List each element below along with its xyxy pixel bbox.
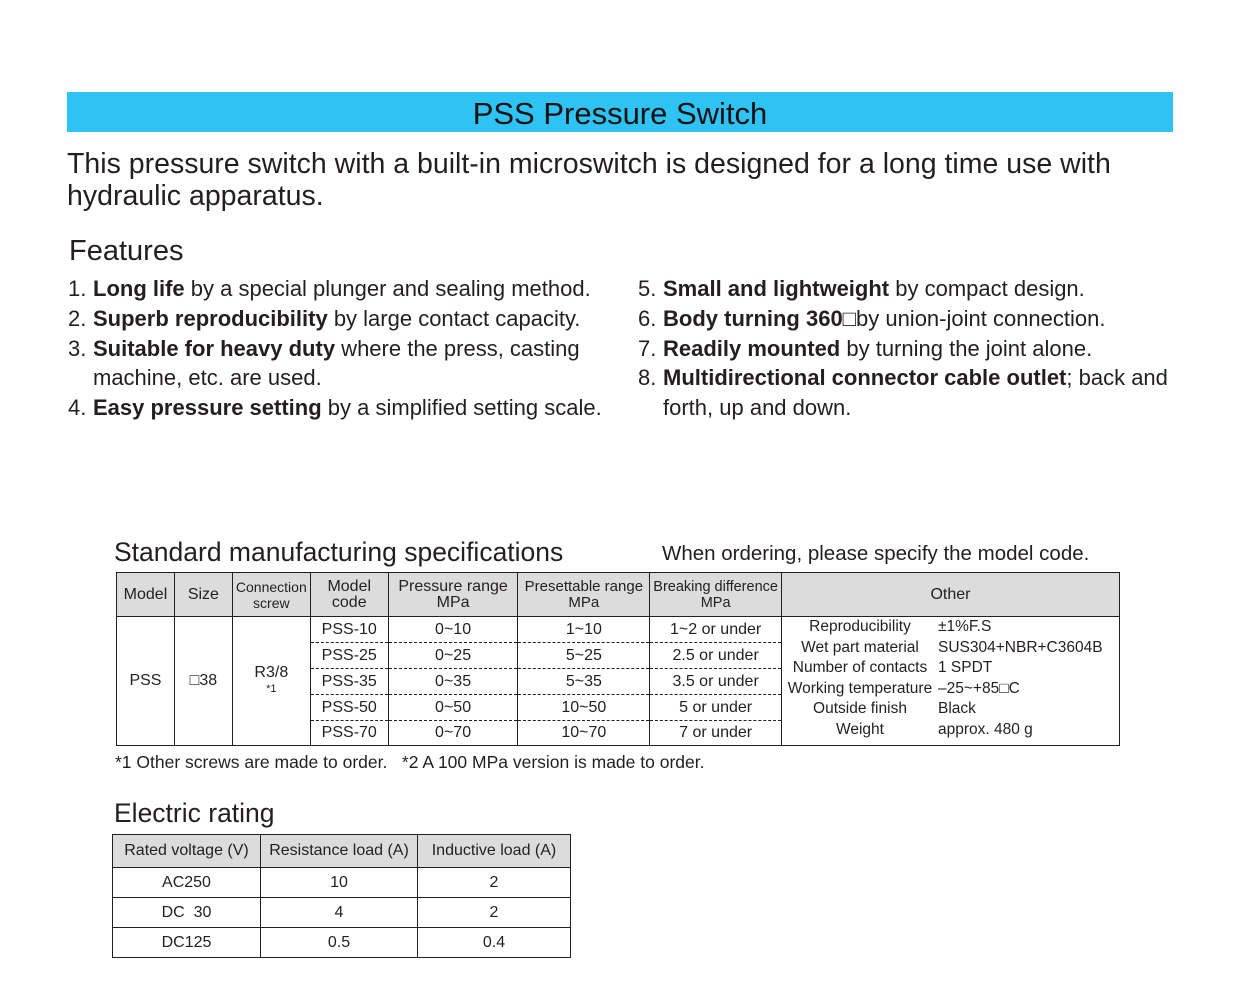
model-code: PSS-35 xyxy=(310,669,388,695)
other-row: Working temperature –25~+85□C xyxy=(787,679,1020,697)
intro-text: This pressure switch with a built-in microswitch is designed for a long time use with hydraulic apparatus. xyxy=(67,148,1111,212)
pressure-range: 0~70 xyxy=(388,721,518,746)
presettable-range: 1~10 xyxy=(518,617,650,643)
electric-heading: Electric rating xyxy=(114,798,275,828)
title-bar xyxy=(67,92,1173,132)
col-size: Size xyxy=(174,573,232,617)
rated-voltage: AC250 xyxy=(113,868,261,898)
feature-item: 7. Readily mounted by turning the joint alone. xyxy=(638,335,1093,361)
spec-table xyxy=(116,572,1120,746)
presettable-range: 5~25 xyxy=(518,643,650,669)
breaking-difference: 2.5 or under xyxy=(650,643,782,669)
model-code: PSS-10 xyxy=(310,617,388,643)
other-row: Reproducibility ±1%F.S xyxy=(809,618,992,635)
col-pressure-range: Pressure range MPa xyxy=(388,573,518,617)
pressure-range: 0~35 xyxy=(388,669,518,695)
spec-heading: Standard manufacturing specifications xyxy=(114,537,564,567)
col-breaking-difference: Breaking difference MPa xyxy=(650,573,782,617)
other-cell xyxy=(782,617,1120,746)
resistance-load: 0.5 xyxy=(261,928,418,958)
inductive-load: 0.4 xyxy=(418,928,571,958)
breaking-difference: 1~2 or under xyxy=(650,617,782,643)
resistance-load: 10 xyxy=(261,868,418,898)
features-list-right xyxy=(638,274,1178,423)
table-row xyxy=(113,898,571,928)
spec-footnote: *1 Other screws are made to order. *2 A 100 MPa version is made to order. xyxy=(115,752,705,772)
features-list-left xyxy=(68,274,628,423)
presettable-range: 5~35 xyxy=(518,669,650,695)
other-row: Wet part material SUS304+NBR+C3604B xyxy=(801,638,1103,656)
inductive-load: 2 xyxy=(418,868,571,898)
pressure-range: 0~25 xyxy=(388,643,518,669)
col-connection: Connection screw xyxy=(232,573,310,617)
feature-item: 8. Multidirectional connector cable outlet; back and forth, up and down. xyxy=(638,365,1168,421)
electric-header-row xyxy=(113,835,571,868)
col-rated-voltage: Rated voltage (V) xyxy=(113,835,261,868)
connection-cell: R3/8 *1 xyxy=(232,617,310,746)
rated-voltage: DC 30 xyxy=(113,898,261,928)
other-row: Outside finish Black xyxy=(813,700,976,718)
model-code: PSS-50 xyxy=(310,695,388,721)
table-row xyxy=(113,868,571,898)
col-other: Other xyxy=(782,573,1120,617)
rated-voltage: DC125 xyxy=(113,928,261,958)
spec-header-row xyxy=(117,573,1120,617)
inductive-load: 2 xyxy=(418,898,571,928)
pressure-range: 0~50 xyxy=(388,695,518,721)
breaking-difference: 7 or under xyxy=(650,721,782,746)
other-row: Weight approx. 480 g xyxy=(836,720,1033,738)
breaking-difference: 5 or under xyxy=(650,695,782,721)
feature-item: 2. Superb reproducibility by large contact capacity. xyxy=(68,305,581,331)
feature-item: 6. Body turning 360□by union-joint connection. xyxy=(638,305,1106,331)
feature-item: 4. Easy pressure setting by a simplified setting scale. xyxy=(68,395,602,421)
feature-item: 5. Small and lightweight by compact design. xyxy=(638,276,1085,301)
breaking-difference: 3.5 or under xyxy=(650,669,782,695)
feature-item: 1. Long life by a special plunger and sealing method. xyxy=(68,276,591,301)
pressure-range: 0~10 xyxy=(388,617,518,643)
features-heading: Features xyxy=(69,235,184,267)
model-cell: PSS xyxy=(117,617,175,746)
model-code: PSS-25 xyxy=(310,643,388,669)
presettable-range: 10~50 xyxy=(518,695,650,721)
resistance-load: 4 xyxy=(261,898,418,928)
col-model-code: Model code xyxy=(310,573,388,617)
model-code: PSS-70 xyxy=(310,721,388,746)
other-row: Number of contacts 1 SPDT xyxy=(792,659,993,677)
feature-item: 3. Suitable for heavy duty where the press, casting machine, etc. are used. xyxy=(68,335,580,391)
col-resistance-load: Resistance load (A) xyxy=(261,835,418,868)
table-row xyxy=(117,617,1120,643)
presettable-range: 10~70 xyxy=(518,721,650,746)
electric-table xyxy=(112,834,571,958)
size-cell: □38 xyxy=(174,617,232,746)
col-model: Model xyxy=(117,573,175,617)
order-note: When ordering, please specify the model code. xyxy=(662,542,1090,565)
page-title: PSS Pressure Switch xyxy=(472,96,768,131)
col-inductive-load: Inductive load (A) xyxy=(418,835,571,868)
table-row xyxy=(113,928,571,958)
col-presettable-range: Presettable range MPa xyxy=(518,573,650,617)
